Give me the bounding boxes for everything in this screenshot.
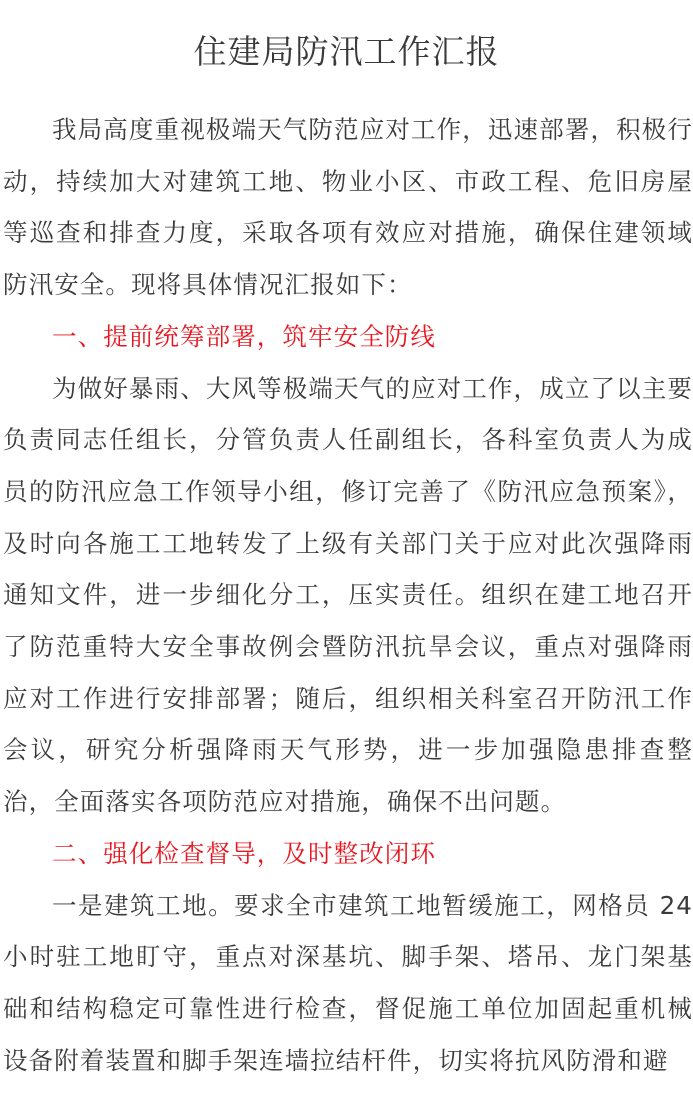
intro-paragraph: 我局高度重视极端天气防范应对工作，迅速部署，积极行动，持续加大对建筑工地、物业小区、市政工程、危旧房屋等巡查和排查力度，采取各项有效应对措施，确保住建领域防汛安全。现将具体情况汇报如下： <box>3 115 693 300</box>
section-2-paragraph: 一是建筑工地。要求全市建筑工地暂缓施工，网格员 24 小时驻工地盯守，重点对深基坑、脚手架、塔吊、龙门架基础和结构稳定可靠性进行检查，督促施工单位加固起重机械设备附着装置和脚手架连墙拉结杆件，切实将抗风防滑和避 <box>3 890 693 1075</box>
section-heading-1: 一、提前统筹部署，筑牢安全防线 <box>52 321 436 351</box>
document-title: 住建局防汛工作汇报 <box>193 32 500 71</box>
document-body <box>3 104 693 1086</box>
section-heading-2: 二、强化检查督导，及时整改闭环 <box>52 838 436 868</box>
section-1-paragraph: 为做好暴雨、大风等极端天气的应对工作，成立了以主要负责同志任组长，分管负责人任副组长，各科室负责人为成员的防汛应急工作领导小组，修订完善了《防汛应急预案》，及时向各施工工地转发了上级有关部门关于应对此次强降雨通知文件，进一步细化分工，压实责任。组织在建工地召开了防范重特大安全事故例会暨防汛抗旱会议，重点对强降雨应对工作进行安排部署；随后，组织相关科室召开防汛工作会议，研究分析强降雨天气形势，进一步加强隐患排查整治，全面落实各项防范应对措施，确保不出问题。 <box>3 373 693 817</box>
